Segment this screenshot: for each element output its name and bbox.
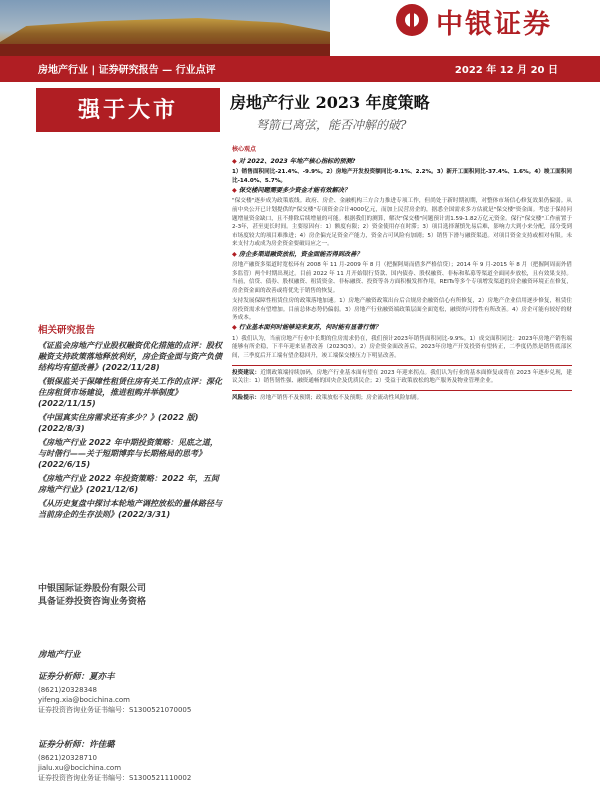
- risk-heading: 风险提示：: [232, 394, 260, 401]
- analyst-phone: (8621)20328348: [38, 686, 97, 694]
- analyst-name: 证券分析师：夏亦丰: [38, 672, 115, 682]
- analyst-cert: 证券投资咨询业务证书编号：S1300521070005: [38, 706, 192, 714]
- license-statement: 中银国际证券股份有限公司 具备证券投资咨询业务资格: [38, 584, 147, 607]
- related-reports-list: [38, 340, 224, 523]
- question-heading: [232, 324, 572, 333]
- related-report-item[interactable]: 《银保监关于保障性租赁住房有关工作的点评：深化住房租赁市场建设，推进租购并举制度》(2022/11/15): [38, 377, 222, 408]
- report-subtitle: 弩箭已离弦，能否冲解的破?: [256, 118, 407, 132]
- answer-paragraph: 1）销售面积同比-21.4%、-9.9%。2）房地产开发投资额同比-9.1%、2.2%。3）新开工面积同比-37.4%、1.6%。4）竣工面积同比-14.0%、5.7%。: [232, 169, 572, 184]
- related-report-item[interactable]: 《房地产行业 2022 年中期投资策略：见底之道，与时偕行——关于短期博弈与长期格局的思考》(2022/6/15): [38, 438, 218, 469]
- analyst-contact-2: [38, 738, 224, 783]
- diamond-bullet-icon: ◆: [232, 186, 237, 194]
- section-divider: [232, 390, 572, 391]
- section-divider: [232, 365, 572, 366]
- analyst-email[interactable]: yifeng.xia@bocichina.com: [38, 696, 130, 704]
- sector-label: 房地产行业: [38, 650, 81, 660]
- answer-paragraph: 支持发展保障性租赁住房的政策落地加速。1）房地产融资政策出台后合规房企融资信心有所修复，2）房地产企业信用逐步修复，租赁住房投资需求有望增加。目前总体态势仍偏弱。3）房地产行业融资端政策层面全面宽松，融资的可得性有所改善。4）房企可能有较好的财务成本。: [232, 298, 572, 322]
- breadcrumb: 房地产行业 | 证券研究报告 — 行业点评: [38, 65, 216, 76]
- answer-paragraph: "保交楼"逐步成为政策底线。政府、房企、金融机构三方合力推进专项工作，但尚处于新时期初期，对整体市场信心修复效果仍偏弱。从前中央公开已计划提供的"保交楼"专项资金合计4000亿元，而加上民营房企的，据悉全国需求多方估就是"保交楼"资金面。考虑于保持问题增量资金缺口，且不排除后续增量的可能。根据我们的测算，解决"保交楼"问题预计需1.59-1.82万亿元资金。保行"保交楼"工作前置于2-3年，甚至更长时间。主要原因有：1）额度有限；2）资金使用存在时滞；3）项目选择谨慎先易后难，影响力大到小来分配，部分受到市场度较大的项目难推进；4）房企偏充足资金产能力，资金占可风险有加剧；5）销售下滑与融资渠道。对项目资金支持或相对有限。未来支付力或成为房企资金要破局应之一。: [232, 198, 572, 248]
- question-text: 保交楼问题需要多少资金才能有效解决？: [238, 186, 351, 194]
- report-date: 2022 年 12 月 20 日: [454, 65, 558, 76]
- related-report-item[interactable]: 《证监会房地产行业股权融资优化措施的点评：股权融资支持政策落地释放利好，房企资金面与资产负债结构均有望改善》(2022/11/28): [38, 341, 222, 372]
- palace-wall-image: [0, 44, 330, 56]
- risk-text: 房地产销售不及预期；政策放松不及预期；房企流动性风险加剧。: [259, 394, 423, 401]
- related-report-item[interactable]: 《中国真实住房需求还有多少？》(2022 版)(2022/8/3): [38, 413, 199, 433]
- question-heading: [232, 187, 572, 196]
- strategy-paragraph: [232, 369, 572, 386]
- answer-paragraph: 房地产融资多渠道时宽松环有 2008 年 11 月-2009 年 8 月（把握阿周而借多严格信贷）；2014 年 9 月-2015 年 8 月（把握阿周而外借多监管）两个时期出现过。目前 2022 年 11 月开始银行贷款、国内债券、股权融资、非标和私募等渠道全面同步放松，且有效果支持。当前，信贷、债券、股权融资、租赁资金、非标融资、投资等各方面积极发挥作用，REITs等多个专项增发渠道的房企融资环境正在修复，房企资金面的改善或将优先于销售的恢复。: [232, 262, 572, 294]
- diamond-bullet-icon: ◆: [232, 250, 237, 258]
- question-text: 行业基本面何时能够迎来复苏，何时能有显著行情？: [238, 324, 382, 332]
- risk-paragraph: [232, 394, 572, 403]
- brand-name: 中银证券: [436, 9, 552, 40]
- question-text: 对 2022、2023 年地产核心指标的预测?: [238, 157, 356, 165]
- report-title: 房地产行业 2023 年度策略: [230, 93, 430, 112]
- boc-logo-icon: [396, 4, 428, 36]
- analyst-contact-1: [38, 648, 224, 715]
- report-body: [232, 146, 572, 404]
- answer-paragraph: 1）我们认为，当前房地产行业中长期的住房需求仍在，我们预计2023年销售面积同比-9.9%。1）成交面积同比：2023年房地产销售端能够有所企稳，下半年迎来显著改善（2023Q3）。2）房企资金面改善后，2023年房地产开发投资有望转正，二季度仍然是销售底部区间，三季度后开工端有望企稳回升，竣工端保交楼压力下明显改善。: [232, 335, 572, 360]
- rating-badge: 强于大市: [36, 88, 220, 132]
- diamond-bullet-icon: ◆: [232, 157, 237, 165]
- analyst-phone: (8621)20328710: [38, 754, 97, 762]
- question-heading: [232, 158, 572, 167]
- related-report-item[interactable]: 《房地产行业 2022 年投资策略：2022 年，五间房地产行业》(2021/12/6): [38, 474, 219, 494]
- related-reports-title: 相关研究报告: [38, 325, 96, 336]
- related-report-item[interactable]: 《从历史复盘中探讨本轮地产调控放松的量体路径与当前房企的生存法则》(2022/3/31): [38, 499, 222, 519]
- header-bar: [0, 56, 600, 82]
- strategy-heading: 投资建议：: [232, 369, 261, 376]
- analyst-email[interactable]: jialu.xu@bocichina.com: [38, 764, 122, 772]
- question-heading: [232, 251, 572, 260]
- strategy-text: 近期政策端持续加码，房地产行业基本面有望在 2023 年迎来拐点。我们认为行业的基本面修复或将在 2023 年逐步兑现，建议关注：1）销售韧性强、融资通畅的国央企及优质民企；2）受益于政策放松的地产服务及物业管理企业。: [232, 369, 572, 385]
- analyst-name: 证券分析师：许佳璐: [38, 740, 115, 750]
- header-banner: [0, 0, 600, 56]
- analyst-cert: 证券投资咨询业务证书编号：S1300521110002: [38, 774, 192, 782]
- diamond-bullet-icon: ◆: [232, 324, 237, 332]
- question-text: 房企多渠道融资放松，资金面能否得到改善？: [238, 250, 363, 258]
- key-points-label: 核心观点: [232, 146, 257, 153]
